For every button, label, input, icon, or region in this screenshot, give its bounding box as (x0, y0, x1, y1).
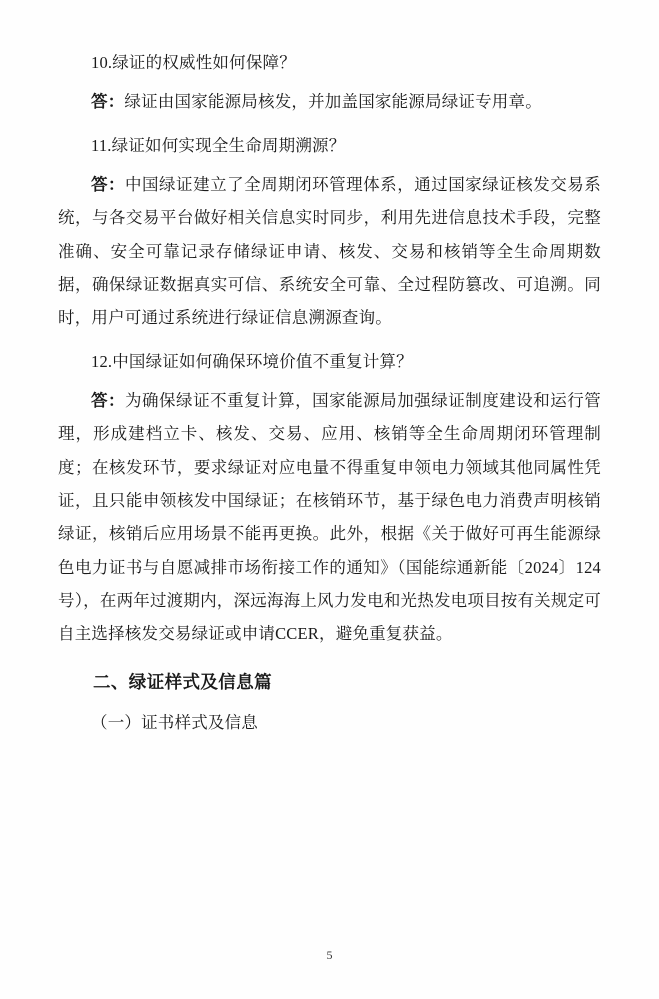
answer-text: 中国绿证建立了全周期闭环管理体系，通过国家绿证核发交易系统，与各交易平台做好相关信息实时同步，利用先进信息技术手段，完整准确、安全可靠记录存储绿证申请、核发、交易和核销等全生命周期数据，确保绿证数据真实可信、系统安全可靠、全过程防篡改、可追溯。同时，用户可通过系统进行绿证信息溯源查询。 (58, 174, 601, 328)
section-heading (58, 665, 601, 700)
question-text: 11.绿证如何实现全生命周期溯源？ (91, 135, 346, 155)
question-paragraph-12 (58, 345, 601, 378)
answer-text: 绿证由国家能源局核发，并加盖国家能源局绿证专用章。 (124, 92, 542, 112)
section-subheading (58, 706, 601, 739)
answer-paragraph-12 (58, 384, 601, 651)
section-subheading-text: （一）证书样式及信息 (91, 712, 258, 732)
answer-label: 答： (91, 390, 126, 410)
question-paragraph-11 (58, 129, 601, 162)
answer-label: 答： (91, 174, 126, 194)
question-text: 12.中国绿证如何确保环境价值不重复计算？ (91, 351, 413, 371)
question-paragraph-10 (58, 46, 601, 79)
page-number: 5 (326, 948, 333, 962)
question-text: 10.绿证的权威性如何保障？ (91, 53, 296, 72)
answer-label: 答： (91, 92, 125, 112)
answer-text: 为确保绿证不重复计算，国家能源局加强绿证制度建设和运行管理，形成建档立卡、核发、交易、应用、核销等全生命周期闭环管理制度；在核发环节，要求绿证对应电量不得重复申领电力领域其他同属性凭证，且只能申领核发中国绿证；在核销环节，基于绿色电力消费声明核销绿证，核销后应用场景不能再更换。此外，根据《关于做好可再生能源绿色电力证书与自愿减排市场衔接工作的通知》（国能综通新能〔2024〕124号），在两年过渡期内，深远海海上风力发电和光热发电项目按有关规定可自主选择核发交易绿证或申请CCER，避免重复获益。 (58, 390, 601, 644)
answer-paragraph-10 (58, 85, 601, 118)
section-heading-text: 二、绿证样式及信息篇 (93, 671, 272, 692)
answer-paragraph-11 (58, 168, 601, 335)
